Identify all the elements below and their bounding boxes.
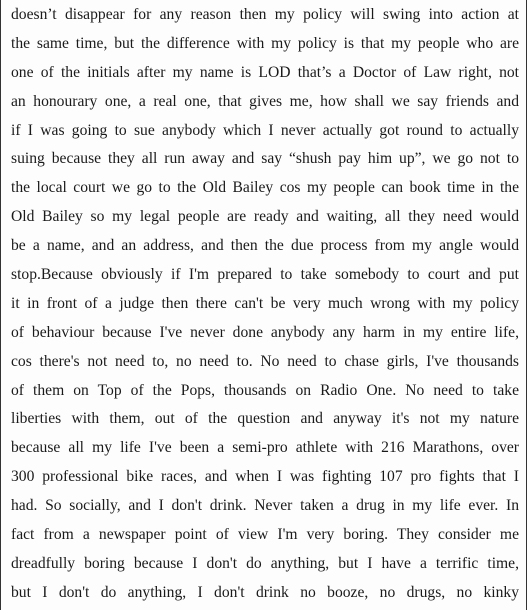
text-line: it in front of a judge then there can't be very much wrong with my policy: [11, 294, 519, 312]
text-line: of them on Top of the Pops, thousands on Radio One. No need to take: [11, 381, 519, 399]
text-line: an honourary one, a real one, that gives me, how shall we say friends and: [11, 92, 519, 110]
text-line: cos there's not need to, no need to. No need to chase girls, I've thousands: [11, 352, 519, 370]
text-line: dreadfully boring because I don't do anything, but I have a terrific time,: [11, 554, 519, 572]
text-line: stop.Because obviously if I'm prepared to take somebody to court and put: [11, 266, 519, 284]
text-line: Old Bailey so my legal people are ready and waiting, all they need would: [11, 208, 519, 226]
text-line: the local court we go to the Old Bailey cos my people can book time in the: [11, 179, 519, 197]
text-line: if I was going to sue anybody which I never actually got round to actually: [11, 121, 519, 139]
text-line: 300 professional bike races, and when I was fighting 107 pro fights that I: [11, 468, 519, 486]
text-line: liberties with them, out of the question and anyway it's not my nature: [11, 410, 519, 428]
text-line: but I don't do anything, I don't drink no booze, no drugs, no kinky: [11, 583, 519, 601]
text-line: doesn’t disappear for any reason then my policy will swing into action at: [11, 6, 519, 23]
document-body: [11, 1, 519, 608]
text-line: be a name, and an address, and then the due process from my angle would: [11, 237, 519, 255]
text-line: because all my life I've been a semi-pro athlete with 216 Marathons, over: [11, 439, 519, 457]
text-line: had. So socially, and I don't drink. Never taken a drug in my life ever. In: [11, 497, 519, 515]
text-line: suing because they all run away and say “shush pay him up”, we go not to: [11, 150, 519, 168]
text-line: one of the initials after my name is LOD that’s a Doctor of Law right, not: [11, 63, 519, 81]
text-line: of behaviour because I've never done anybody any harm in my entire life,: [11, 323, 519, 341]
text-line: fact from a newspaper point of view I'm very boring. They consider me: [11, 526, 519, 544]
text-line: the same time, but the difference with my policy is that my people who are: [11, 34, 519, 52]
